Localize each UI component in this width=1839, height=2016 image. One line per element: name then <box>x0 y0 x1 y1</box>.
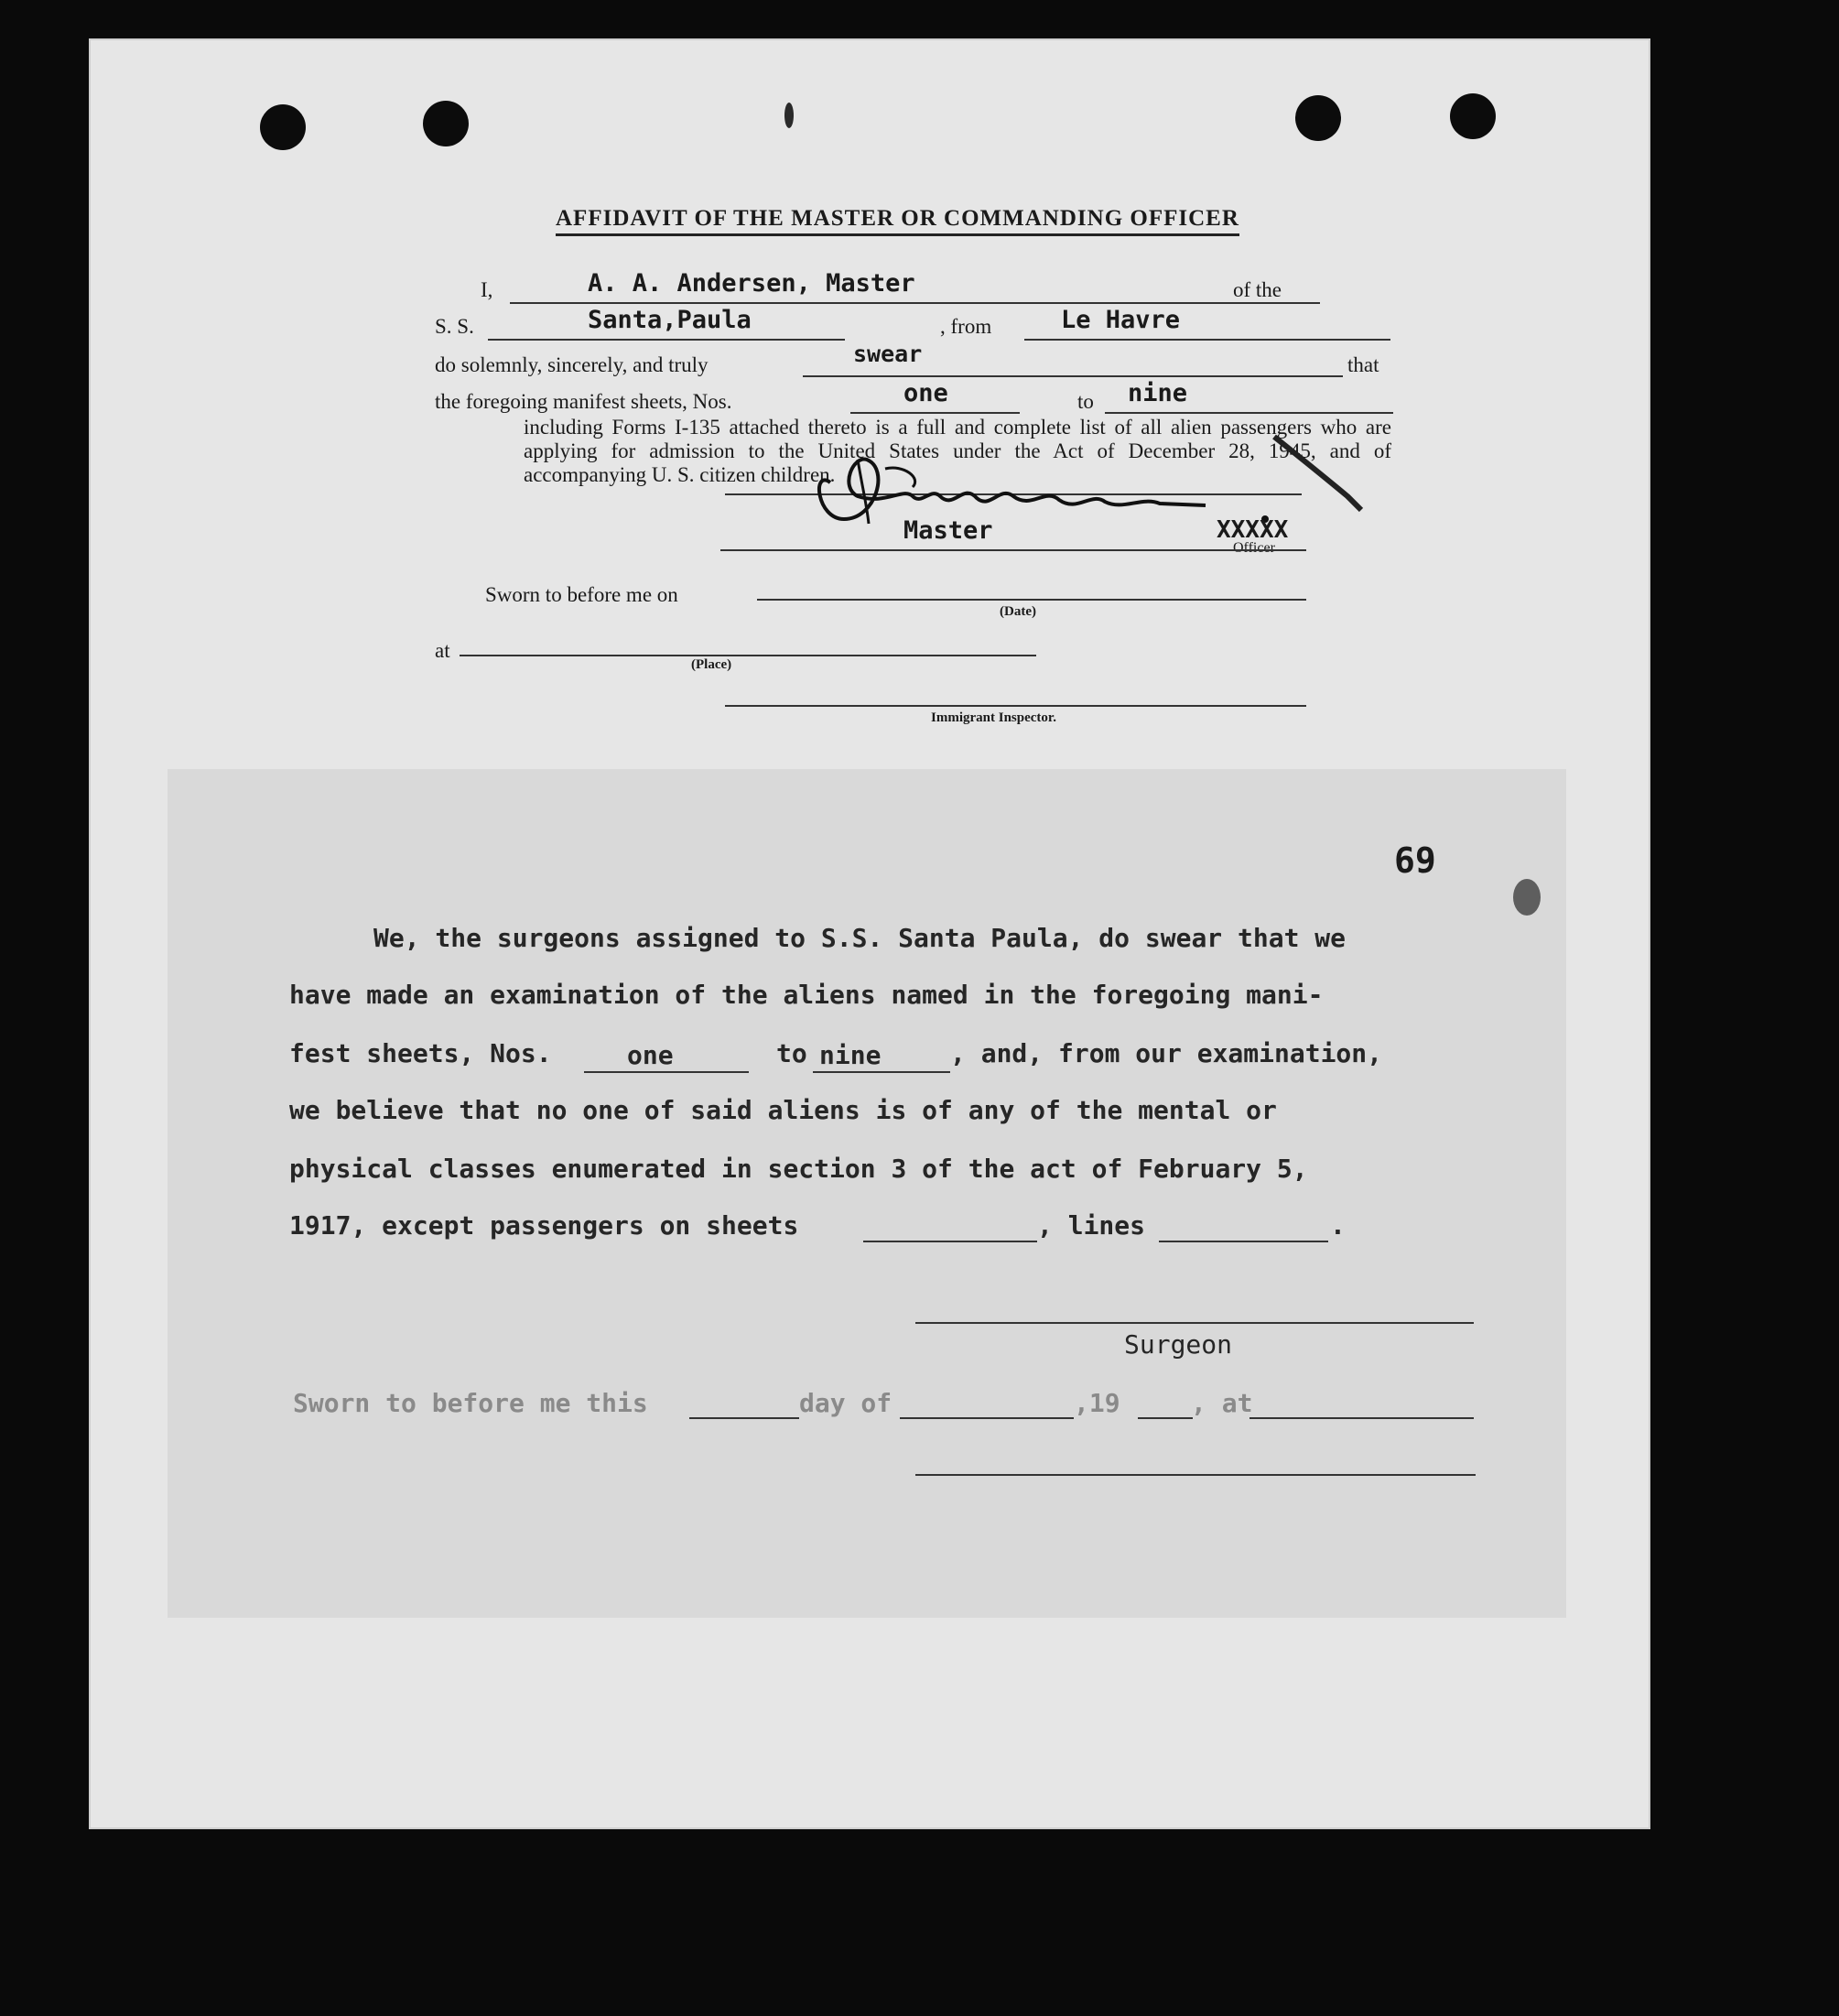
date-label: (Date) <box>1000 604 1036 619</box>
surgeon-sign-line <box>915 1322 1474 1324</box>
except-lines-line <box>1159 1241 1328 1242</box>
affidavit-body: including Forms I-135 attached thereto is a full and complete list of all alien passengers who are applying for admission to the United States under the Act of December 28, 1945, and of accompanying U. S. citizen children. <box>524 416 1391 486</box>
surgeon-label: Surgeon <box>1124 1329 1233 1360</box>
end-period: . <box>1330 1210 1346 1241</box>
surgeon-line-3a: fest sheets, Nos. <box>289 1038 552 1068</box>
inspector-label: Immigrant Inspector. <box>931 710 1056 725</box>
of-the-label: of the <box>1233 278 1282 301</box>
sheet-from: one <box>903 379 948 407</box>
port-name: Le Havre <box>1061 306 1181 334</box>
punch-hole <box>1295 95 1341 141</box>
sworn-label: Sworn to before me on <box>485 583 678 606</box>
i-label: I, <box>481 278 493 301</box>
surgeon-to: to <box>776 1038 807 1068</box>
surgeon-line-1: We, the surgeons assigned to S.S. Santa Paula, do swear that we <box>373 923 1347 953</box>
year-line <box>1138 1417 1193 1419</box>
ship-name: Santa,Paula <box>588 306 752 334</box>
sheet-to: nine <box>1128 379 1188 407</box>
sworn-this-label: Sworn to before me this <box>293 1388 648 1418</box>
at-label-lower: , at <box>1191 1388 1253 1418</box>
to-label: to <box>1077 390 1094 413</box>
punch-hole <box>423 101 469 146</box>
ink-speck <box>1513 879 1541 916</box>
at-label: at <box>435 639 450 662</box>
surgeon-line-2: have made an examination of the aliens named in the foregoing mani- <box>289 980 1324 1010</box>
foregoing-text: the foregoing manifest sheets, Nos. <box>435 390 732 413</box>
ss-label: S. S. <box>435 315 474 338</box>
port-underline <box>1024 339 1390 341</box>
ink-speck <box>784 103 794 128</box>
name-underline <box>510 302 1320 304</box>
year-label: ,19 <box>1074 1388 1120 1418</box>
day-line <box>689 1417 799 1419</box>
sheets-to: nine <box>819 1040 882 1070</box>
title-master: Master <box>903 516 993 545</box>
month-line <box>900 1417 1074 1419</box>
officer-struck: XXXXX <box>1217 516 1289 544</box>
ship-underline <box>488 339 845 341</box>
page-number: 69 <box>1394 840 1436 881</box>
from-label: , from <box>940 315 992 338</box>
surgeon-certificate <box>168 769 1566 1618</box>
surgeon-line-3b: , and, from our examination, <box>950 1038 1383 1068</box>
official-sign-line <box>915 1474 1476 1476</box>
sheets-to-line <box>813 1071 950 1073</box>
punch-hole <box>260 104 306 150</box>
punch-hole <box>1450 93 1496 139</box>
date-line <box>757 599 1306 601</box>
lines-label: , lines <box>1037 1210 1146 1241</box>
pen-mark <box>1270 432 1370 515</box>
sheets-from: one <box>627 1040 674 1070</box>
affidavit-title: AFFIDAVIT OF THE MASTER OR COMMANDING OFFICER <box>556 206 1239 236</box>
surgeon-line-4: we believe that no one of said aliens is of any of the mental or <box>289 1095 1277 1125</box>
surgeon-line-5: physical classes enumerated in section 3 of the act of February 5, <box>289 1154 1308 1184</box>
solemnly-text: do solemnly, sincerely, and truly <box>435 353 709 376</box>
day-of-label: day of <box>799 1388 892 1418</box>
surgeon-line-6: 1917, except passengers on sheets <box>289 1210 799 1241</box>
that-label: that <box>1347 353 1379 376</box>
sheets-from-line <box>584 1071 749 1073</box>
sheet-to-underline <box>1105 412 1393 414</box>
sheet-from-underline <box>850 412 1020 414</box>
place-line <box>460 655 1036 656</box>
place-label: (Place) <box>691 657 732 672</box>
inspector-line <box>725 705 1306 707</box>
oath-underline <box>803 375 1343 377</box>
at-line <box>1249 1417 1474 1419</box>
except-sheets-line <box>863 1241 1037 1242</box>
master-name: A. A. Andersen, Master <box>588 269 915 298</box>
oath-word: swear <box>853 341 923 367</box>
officer-label: Officer <box>1233 540 1275 556</box>
title-line <box>720 549 1306 551</box>
